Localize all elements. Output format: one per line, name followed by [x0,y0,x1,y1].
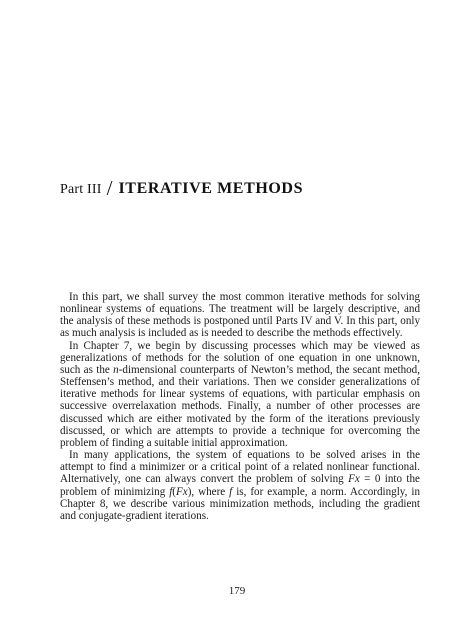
text-run: ), where [187,485,230,498]
part-heading [60,176,304,200]
part-separator: / [106,176,113,200]
math-symbol: Fx [176,485,188,498]
paragraph [60,340,420,449]
part-title: ITERATIVE METHODS [118,180,304,197]
text-run: ( [172,485,176,498]
part-label: Part III [60,182,102,197]
page-number: 179 [228,585,246,597]
paragraph [60,291,420,340]
text-run: = 0 into the problem of minimizing [60,473,420,498]
math-symbol: n [113,363,119,376]
math-symbol: f [169,485,173,498]
text-run: In Chapter 7, we begin by discussing processes which may be viewed as generalizations of methods for the solution of one equation in one unknown, such as the [60,339,420,376]
text-run: -dimensional counterparts of Newton’s method, the secant method, Steffensen’s method, and their variations. Then we consider generalizations of iterative methods for linear systems of equations, with particular emphasis on successive overrelaxation methods. Finally, a number of other processes are discussed which are either motivated by the form of the iterations previously discussed, or which are attempts to provide a technique for overcoming the problem of finding a suitable initial approximation. [60,363,420,449]
math-symbol: Fx [348,473,360,486]
text-run: In many applications, the system of equations to be solved arises in the attempt to find a minimizer or a critical point of a related nonlinear functional. Alternatively, one can always convert the problem of solving [60,449,420,486]
text-run: In this part, we shall survey the most common iterative methods for solving nonlinear systems of equations. The treatment will be largely descriptive, and the analysis of these methods is postponed until Parts IV and V. In this part, only as much analysis is included as is needed to describe the methods effectively. [60,291,420,340]
body-text [60,291,420,522]
paragraph [60,449,420,522]
text-run: is, for example, a norm. Accordingly, in Chapter 8, we describe various minimization methods, including the gradient and conjugate-gradient iterations. [60,485,420,522]
math-symbol: f [229,485,233,498]
